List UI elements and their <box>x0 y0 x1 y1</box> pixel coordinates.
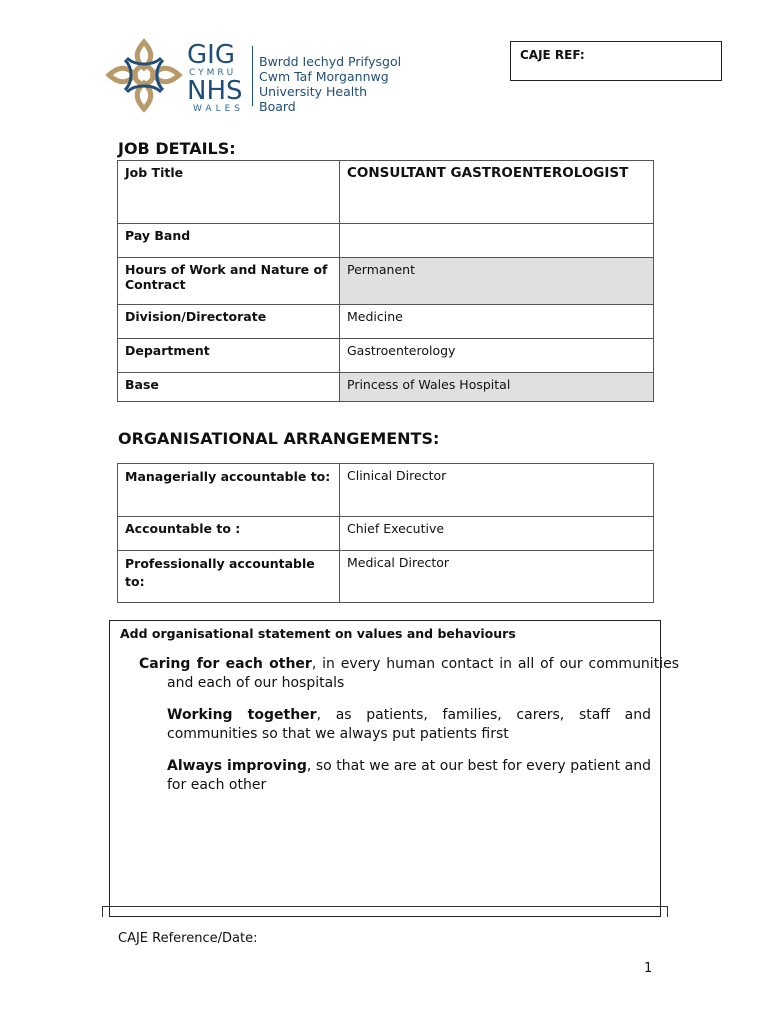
pay-band-value <box>340 224 654 258</box>
organisational-title: ORGANISATIONAL ARRANGEMENTS: <box>118 429 440 448</box>
logo-line-2: Cwm Taf Morgannwg <box>259 69 389 84</box>
department-value: Gastroenterology <box>340 339 654 373</box>
hours-value: Permanent <box>340 258 654 305</box>
managerially-value: Clinical Director <box>340 464 654 517</box>
page-number: 1 <box>644 961 653 976</box>
professionally-value: Medical Director <box>340 551 654 603</box>
value-caring-bold: Caring for each other <box>139 656 312 672</box>
table-row <box>118 305 654 339</box>
logo-cymru-text: CYMRU <box>189 68 237 78</box>
table-row <box>118 517 654 551</box>
logo-nhs-text: NHS <box>187 76 243 106</box>
value-working-text: , as patients, families, carers, staff and communities so that we always put patients first <box>167 707 651 742</box>
values-heading: Add organisational statement on values and behaviours <box>120 626 516 641</box>
value-improving-text: , so that we are at our best for every patient and for each other <box>167 758 651 793</box>
value-improving-bold: Always improving <box>167 758 307 774</box>
table-row <box>118 373 654 402</box>
value-caring-text: , in every human contact in all of our communities and each of our hospitals <box>167 656 679 691</box>
celtic-knot-icon <box>105 38 183 113</box>
division-label: Division/Directorate <box>118 305 340 339</box>
logo-line-1: Bwrdd Iechyd Prifysgol <box>259 54 402 69</box>
job-title-label: Job Title <box>118 161 340 224</box>
professionally-label: Professionally accountable to: <box>118 551 340 603</box>
logo-line-3: University Health Board <box>259 84 368 114</box>
value-working <box>167 706 651 744</box>
job-details-title: JOB DETAILS: <box>118 139 236 158</box>
value-caring <box>139 655 679 693</box>
caje-ref-box <box>510 41 722 81</box>
value-working-bold: Working together <box>167 707 317 723</box>
pay-band-label: Pay Band <box>118 224 340 258</box>
accountable-value: Chief Executive <box>340 517 654 551</box>
job-title-value: CONSULTANT GASTROENTEROLOGIST <box>340 161 654 224</box>
job-details-table <box>117 160 654 402</box>
logo-wales-text: WALES <box>193 104 244 114</box>
table-row <box>118 161 654 224</box>
department-label: Department <box>118 339 340 373</box>
logo-gig-text: GIG <box>187 40 235 70</box>
table-row <box>118 224 654 258</box>
value-improving <box>167 757 651 795</box>
base-label: Base <box>118 373 340 402</box>
organisational-table <box>117 463 654 603</box>
caje-reference-date: CAJE Reference/Date: <box>118 931 258 946</box>
table-row <box>118 464 654 517</box>
managerially-label: Managerially accountable to: <box>118 464 340 517</box>
table-row <box>118 339 654 373</box>
values-box <box>109 620 679 917</box>
logo-divider <box>252 46 253 106</box>
health-board-logo <box>105 38 405 113</box>
hours-label: Hours of Work and Nature of Contract <box>118 258 340 305</box>
table-row <box>118 258 654 305</box>
base-value: Princess of Wales Hospital <box>340 373 654 402</box>
table-row <box>118 551 654 603</box>
division-value: Medicine <box>340 305 654 339</box>
accountable-label: Accountable to : <box>118 517 340 551</box>
caje-ref-label: CAJE REF: <box>520 48 585 62</box>
